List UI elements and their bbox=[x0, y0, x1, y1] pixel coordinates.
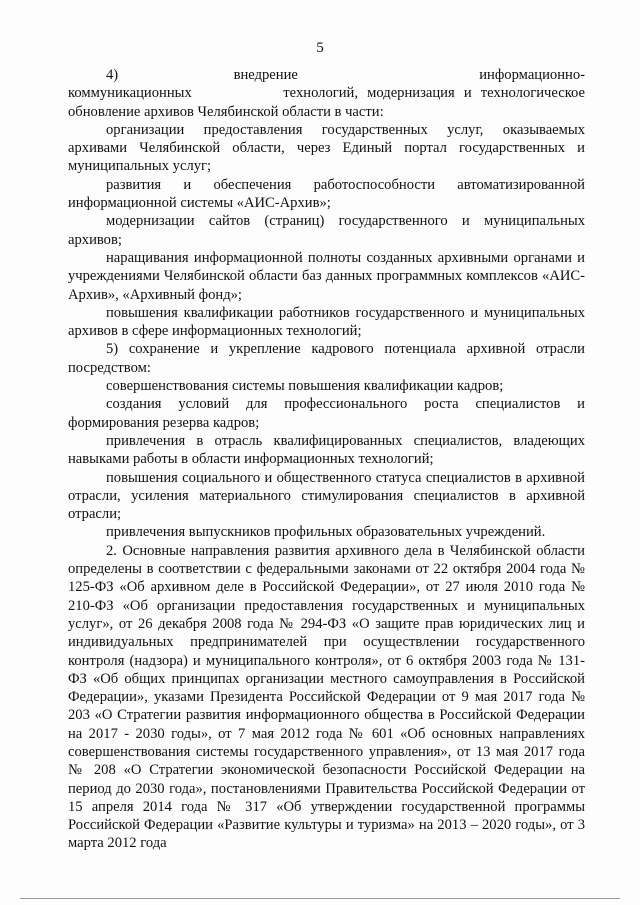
paragraph: повышения социального и общественного статуса специалистов в архивной отрасли, усиления материального стимулирования специалистов в архивной отрасли; bbox=[68, 469, 585, 523]
paragraph: модернизации сайтов (страниц) государственного и муниципальных архивов; bbox=[68, 213, 585, 248]
paragraph: 2. Основные направления развития архивного дела в Челябинской области определены в соответствии с федеральными законами от 22 октября 2004 года № 125-ФЗ «Об архивном деле в Российской Федерации», от 27 июля 2010 года № 210-ФЗ «Об организации предоставления государственных и муниципальных услуг», от 26 декабря 2008 года № 294-ФЗ «О защите прав юридических лиц и индивидуальных предпринимателей при осуществлении государственного контроля (надзора) и муниципального контроля», от 6 октября 2003 года № 131-ФЗ «Об общих принципах организации местного самоуправления в Российской Федерации», указами Президента Российской Федерации от 9 мая 2017 года № 203 «О Стратегии развития информационного общества в Российской Федерации на 2017 - 2030 годы», от 7 мая 2012 года № 601 «Об основных направлениях совершенствования системы государственного управления», от 13 мая 2017 года № 208 «О Стратегии экономической безопасности Российской Федерации на период до 2030 года», постановлениями Правительства Российской Федерации от 15 апреля 2014 года № 317 «Об утверждении государственной программы Российской Федерации «Развитие культуры и туризма» на 2013 – 2020 годы», от 3 марта 2012 года bbox=[68, 542, 585, 852]
paragraph: привлечения выпускников профильных образовательных учреждений. bbox=[106, 524, 546, 541]
paragraph: 4) внедрение информационно-коммуникационных технологий, модернизация и технологическое обновление архивов Челябинской области в части: bbox=[68, 67, 585, 120]
paragraph: создания условий для профессионального роста специалистов и формирования резерва кадров; bbox=[68, 396, 585, 431]
document-body bbox=[68, 66, 585, 853]
paragraph: наращивания информационной полноты созданных архивными органами и учреждениями Челябинской области баз данных программных комплексов «АИС-Архив», «Архивный фонд»; bbox=[68, 249, 585, 303]
paragraph: совершенствования системы повышения квалификации кадров; bbox=[106, 378, 504, 395]
paragraph: развития и обеспечения работоспособности автоматизированной информационной системы «АИС-Архив»; bbox=[68, 176, 585, 212]
paragraph: привлечения в отрасль квалифицированных специалистов, владеющих навыками работы в области информационных технологий; bbox=[68, 432, 585, 468]
page-number: 5 bbox=[316, 40, 324, 56]
page-bottom-edge bbox=[20, 898, 620, 899]
paragraph: повышения квалификации работников государственного и муниципальных архивов в сфере информационных технологий; bbox=[68, 304, 585, 340]
paragraph: 5) сохранение и укрепление кадрового потенциала архивной отрасли посредством: bbox=[68, 341, 585, 376]
paragraph: организации предоставления государственных услуг, оказываемых архивами Челябинской области, через Единый портал государственных и муниципальных услуг; bbox=[68, 121, 585, 175]
